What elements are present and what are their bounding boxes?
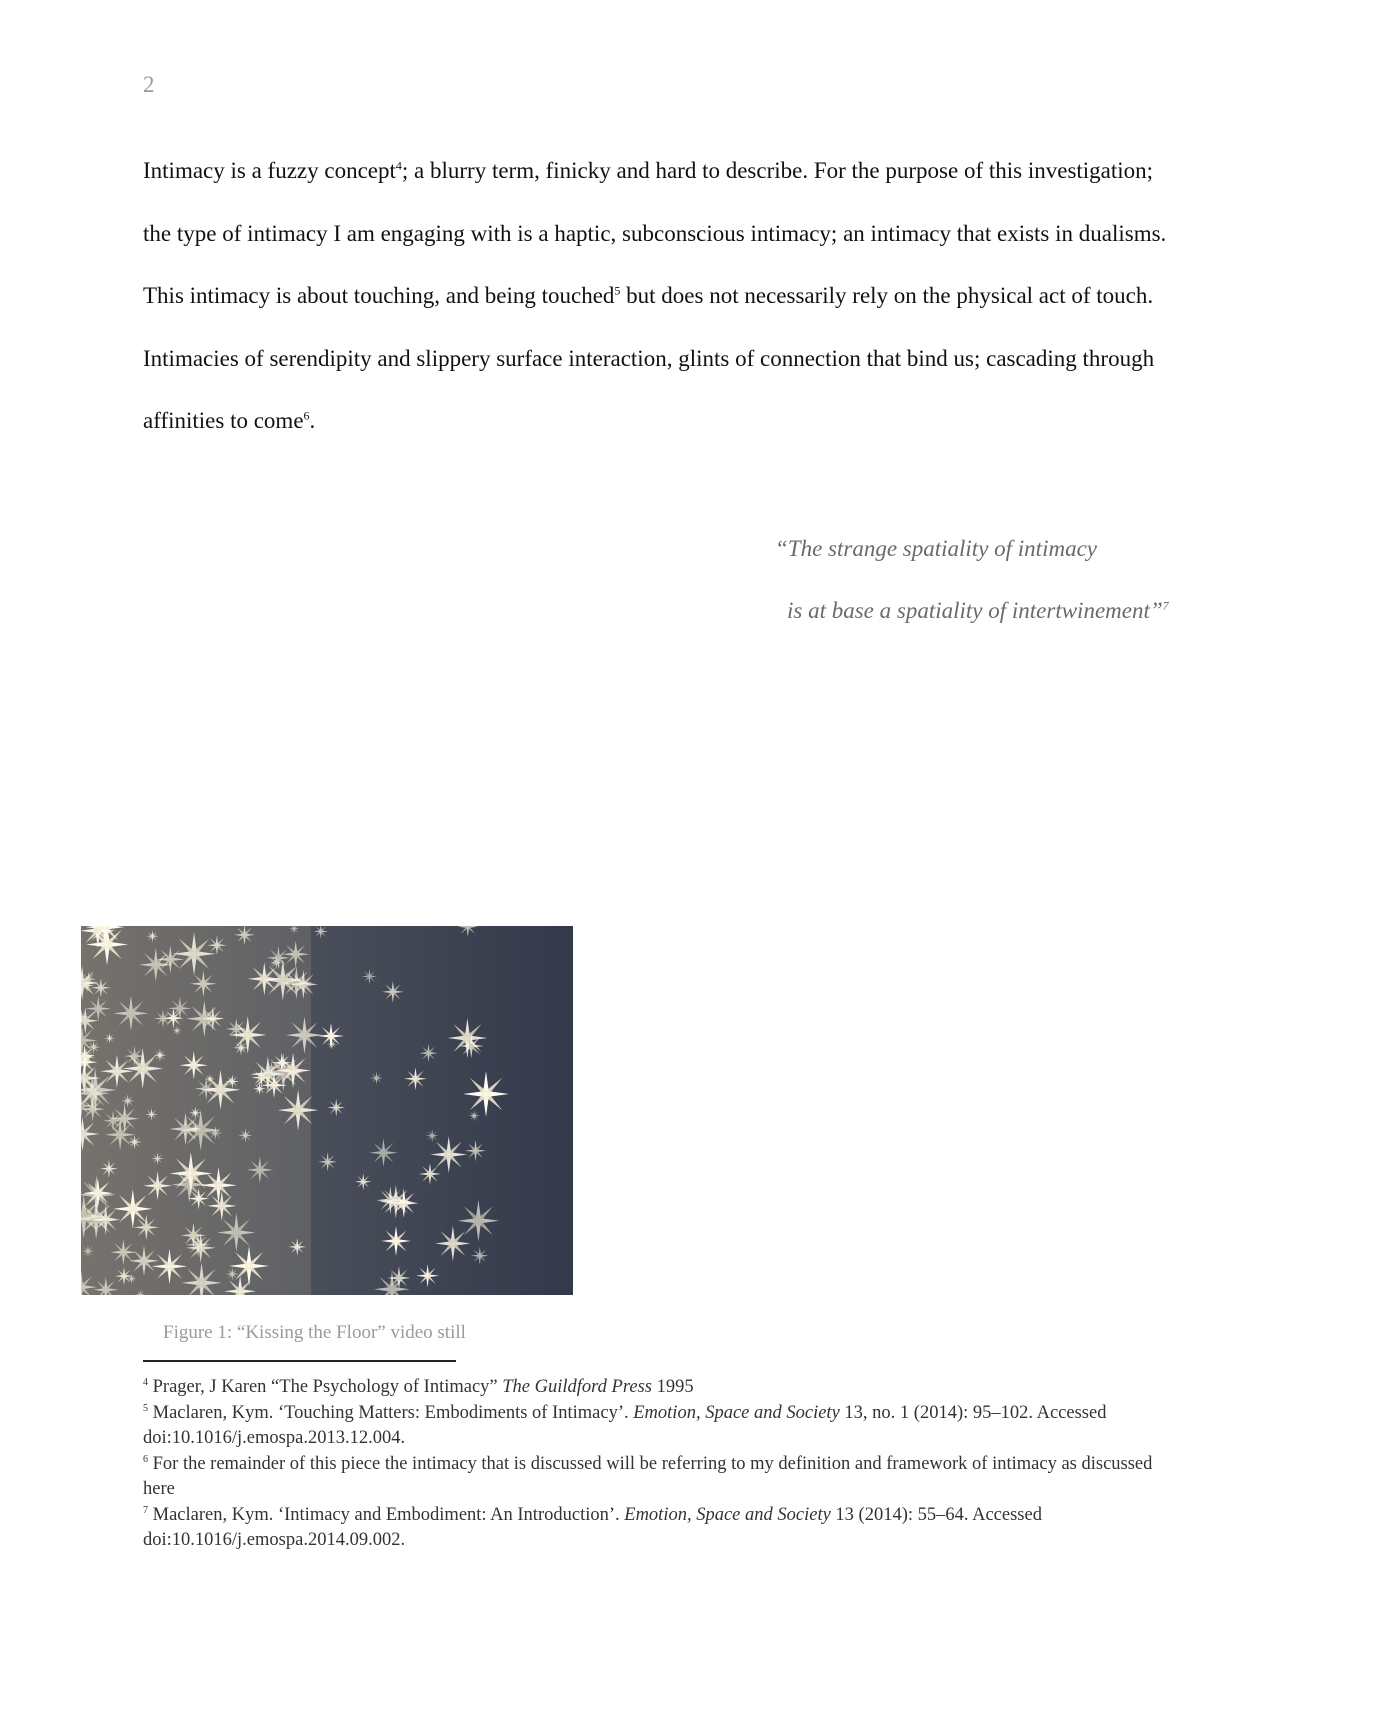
footnote-6 [143,1452,1153,1503]
footnote-text: 13, no. 1 (2014): 95–102. Accessed doi:10.1016/j.emospa.2013.12.004. [143,1402,1107,1448]
body-text-segment: This intimacy is about touching, and being touched [143,283,615,308]
figure-image-video-still [81,926,573,1295]
sparkle-water-image [81,926,573,1295]
body-line-1 [143,140,1153,203]
pull-quote-text: is at base a spatiality of intertwinement” [787,598,1163,623]
footnote-ref-4[interactable]: 4 [395,158,402,173]
sparkle [381,1226,411,1256]
pull-quote-line-2 [775,580,1195,642]
body-text-segment: but does not necessarily rely on the physical act of touch. [620,283,1154,308]
footnote-text: Prager, J Karen “The Psychology of Intimacy” [152,1377,503,1397]
footnote-publication: The Guildford Press [502,1377,652,1397]
pull-quote-line-1: “The strange spatiality of intimacy [775,536,1097,561]
footnote-publication: Emotion, Space and Society [624,1504,831,1525]
footnote-text: For the remainder of this piece the intimacy that is discussed will be referring to my definition and framework of intimacy as discussed here [143,1453,1153,1499]
page-number: 2 [143,72,155,97]
footnote-number: 7 [143,1504,148,1516]
footnote-number: 6 [143,1453,148,1465]
footnote-ref-5[interactable]: 5 [614,283,621,298]
body-text-segment: . [309,408,316,433]
footnote-7 [143,1503,1153,1554]
body-text-segment: Intimacy is a fuzzy concept [143,158,396,183]
footnotes-section [143,1375,1153,1554]
sparkle [447,1018,487,1058]
footnote-text: 13 (2014): 55–64. Accessed doi:10.1016/j.emospa.2014.09.002. [143,1504,1042,1550]
figure-caption: Figure 1: “Kissing the Floor” video still [163,1322,466,1343]
sparkle [229,1246,269,1286]
footnote-text: 1995 [651,1377,694,1397]
footnote-4 [143,1375,1153,1401]
footnote-ref-6[interactable]: 6 [303,408,310,423]
footnote-divider [143,1360,456,1362]
body-line-3 [143,265,1153,328]
footnote-ref-7[interactable]: 7 [1162,598,1169,613]
body-text-segment: ; a blurry term, finicky and hard to describe. For the purpose of this investigation; [401,158,1154,183]
footnote-5 [143,1401,1153,1452]
footnote-text: Maclaren, Kym. ‘Intimacy and Embodiment: An Introduction’. [152,1504,625,1525]
footnote-number: 4 [143,1376,148,1388]
body-line-2: the type of intimacy I am engaging with is a haptic, subconscious intimacy; an intimacy that exists in dualisms. [143,220,1167,246]
footnote-publication: Emotion, Space and Society [633,1402,840,1423]
body-line-4: Intimacies of serendipity and slippery surface interaction, glints of connection that bind us; cascading through [143,345,1155,371]
footnote-text: Maclaren, Kym. ‘Touching Matters: Embodiments of Intimacy’. [152,1402,634,1423]
pull-quote [775,518,1195,642]
body-line-5 [143,390,1153,453]
footnote-number: 5 [143,1402,148,1414]
body-text-segment: affinities to come [143,408,304,433]
body-paragraph [143,140,1167,453]
